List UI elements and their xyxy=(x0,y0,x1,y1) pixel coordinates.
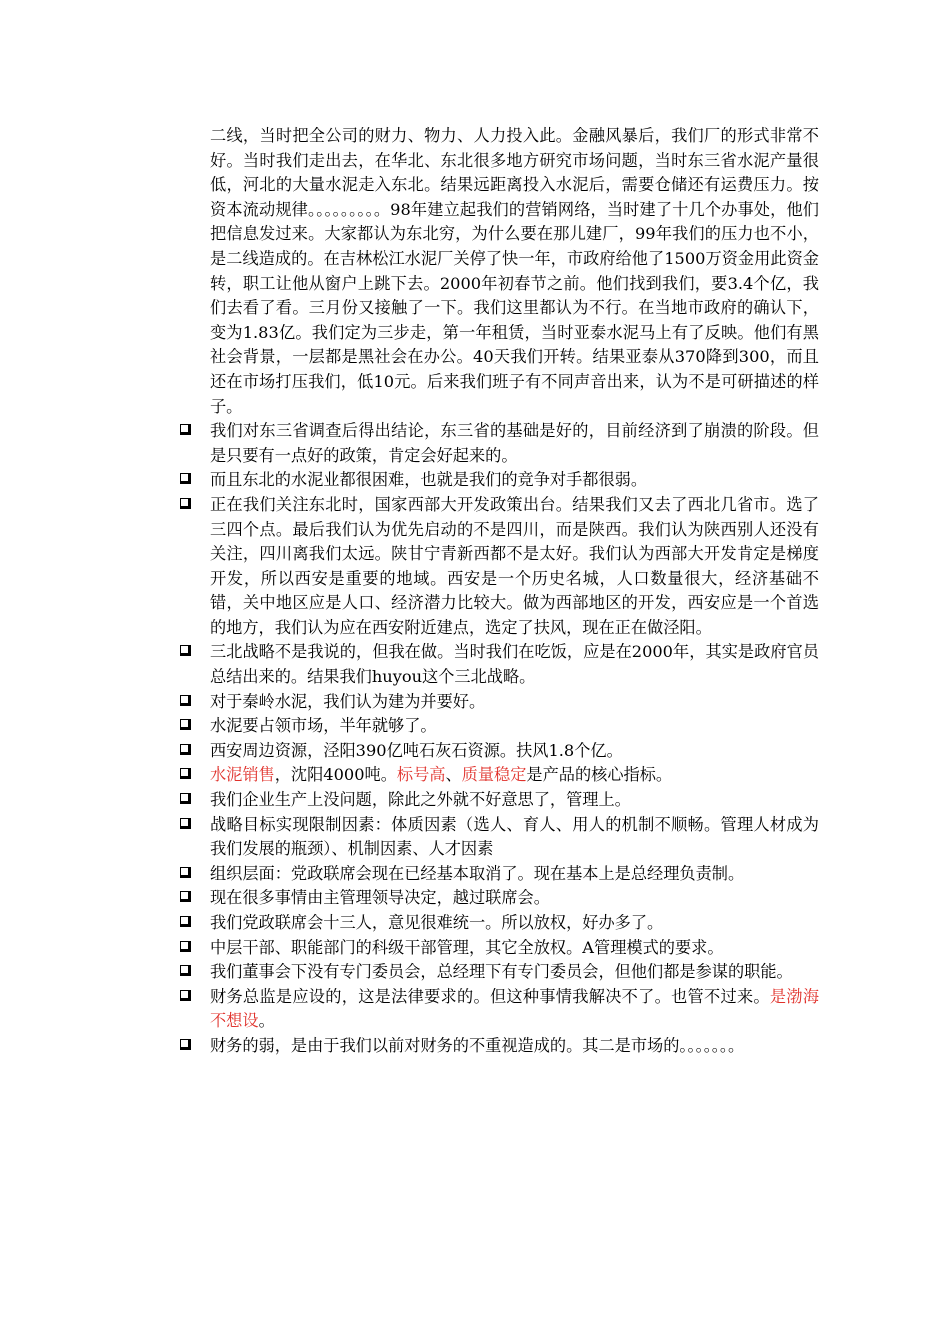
highlighted-text: 是渤海不想设 xyxy=(210,986,820,1031)
item-text: 财务的弱，是由于我们以前对财务的不重视造成的。其二是市场的。。。。。。。 xyxy=(210,1035,745,1055)
list-item xyxy=(177,813,819,862)
item-text-segment: 。 xyxy=(258,1011,275,1031)
item-text: 我们董事会下没有专门委员会，总经理下有专门委员会，但他们都是参谋的职能。 xyxy=(210,962,793,982)
checkbox-bullet-icon xyxy=(180,424,191,435)
item-text: 西安周边资源，泾阳390亿吨石灰石资源。扶风1.8个亿。 xyxy=(210,740,623,760)
checkbox-bullet-icon xyxy=(180,1039,191,1050)
item-text-segment: 财务总监是应设的，这是法律要求的。但这种事情我解决不了。也管不过来。 xyxy=(210,986,770,1006)
list-item xyxy=(177,714,819,739)
checkbox-bullet-icon xyxy=(180,867,191,878)
highlighted-text: 质量稳定 xyxy=(461,765,527,785)
item-text: 中层干部、职能部门的科级干部管理，其它全放权。A管理模式的要求。 xyxy=(210,937,724,957)
item-text-segment: ，沈阳4000吨。 xyxy=(274,765,397,785)
list-item xyxy=(177,788,819,813)
item-text: 现在很多事情由主管理领导决定，越过联席会。 xyxy=(210,888,550,908)
checkbox-bullet-icon xyxy=(180,498,191,509)
list-item xyxy=(177,739,819,764)
list-item xyxy=(177,419,819,468)
item-text: 我们党政联席会十三人，意见很难统一。所以放权，好办多了。 xyxy=(210,913,664,932)
highlighted-text: 水泥销售 xyxy=(210,765,275,785)
list-item xyxy=(177,468,819,493)
list-item xyxy=(177,936,819,961)
bullet-list xyxy=(177,419,819,1058)
document-body xyxy=(177,124,819,1059)
list-item xyxy=(177,985,819,1034)
checkbox-bullet-icon xyxy=(180,891,191,902)
list-item xyxy=(177,763,819,788)
item-text: 而且东北的水泥业都很困难，也就是我们的竞争对手都很弱。 xyxy=(210,470,648,490)
list-item xyxy=(177,960,819,985)
item-text: 战略目标实现限制因素：体质因素（选人、育人、用人的机制不顺畅。管理人材成为我们发展的瓶颈）、机制因素、人才因素 xyxy=(210,814,819,859)
intro-paragraph: 二线，当时把全公司的财力、物力、人力投入此。金融风暴后，我们厂的形式非常不好。当时我们走出去，在华北、东北很多地方研究市场问题，当时东三省水泥产量很低，河北的大量水泥走入东北。结果远距离投入水泥后，需要仓储还有运费压力。按资本流动规律。。。。。。。。。98年建立起我们的营销网络，当时建了十几个办事处，他们把信息发过来。大家都认为东北穷，为什么要在那儿建厂，99年我们的压力也不小，是二线造成的。在吉林松江水泥厂关停了快一年，市政府给他了1500万资金用此资金转，职工让他从窗户上跳下去。2000年初春节之前。他们找到我们，要3.4个亿，我们去看了看。三月份又接触了一下。我们这里都认为不行。在当地市政府的确认下，变为1.83亿。我们定为三步走，第一年租赁，当时亚泰水泥马上有了反映。他们有黑社会背景，一层都是黑社会在办公。40天我们开转。结果亚泰从370降到300，而且还在市场打压我们，低10元。后来我们班子有不同声音出来，认为不是可研描述的样子。 xyxy=(210,126,819,416)
checkbox-bullet-icon xyxy=(180,818,191,829)
checkbox-bullet-icon xyxy=(180,719,191,730)
item-text: 组织层面：党政联席会现在已经基本取消了。现在基本上是总经理负责制。 xyxy=(210,863,745,883)
list-item xyxy=(177,640,819,689)
list-item xyxy=(177,862,819,887)
checkbox-bullet-icon xyxy=(180,965,191,976)
item-text: 我们企业生产上没问题，除此之外就不好意思了，管理上。 xyxy=(210,790,631,810)
checkbox-bullet-icon xyxy=(180,695,191,706)
checkbox-bullet-icon xyxy=(180,473,191,484)
item-text-segment: 、 xyxy=(445,765,462,785)
list-item xyxy=(177,690,819,715)
item-text: 正在我们关注东北时，国家西部大开发政策出台。结果我们又去了西北几省市。选了三四个点。最后我们认为优先启动的不是四川，而是陕西。我们认为陕西别人还没有关注，四川离我们太远。陕甘宁青新西都不是太好。我们认为西部大开发肯定是梯度开发，所以西安是重要的地域。西安是一个历史名城，人口数量很大，经济基础不错，关中地区应是人口、经济潜力比较大。做为西部地区的开发，西安应是一个首选的地方，我们认为应在西安附近建点，选定了扶风，现在正在做泾阳。 xyxy=(210,494,819,637)
checkbox-bullet-icon xyxy=(180,916,191,927)
list-item xyxy=(177,886,819,911)
checkbox-bullet-icon xyxy=(180,744,191,755)
checkbox-bullet-icon xyxy=(180,990,191,1001)
checkbox-bullet-icon xyxy=(180,645,191,656)
list-item xyxy=(177,911,819,936)
item-text-segment: 是产品的核心指标。 xyxy=(526,765,673,785)
checkbox-bullet-icon xyxy=(180,768,191,779)
item-text: 水泥要占领市场，半年就够了。 xyxy=(210,716,437,736)
checkbox-bullet-icon xyxy=(180,793,191,804)
list-item xyxy=(177,1034,819,1059)
item-text: 我们对东三省调查后得出结论，东三省的基础是好的，目前经济到了崩溃的阶段。但是只要有一点好的政策，肯定会好起来的。 xyxy=(210,421,819,465)
item-text: 对于秦岭水泥，我们认为建为并要好。 xyxy=(210,691,486,711)
item-text: 三北战略不是我说的，但我在做。当时我们在吃饭，应是在2000年，其实是政府官员总结出来的。结果我们huyou这个三北战略。 xyxy=(210,642,819,687)
highlighted-text: 标号高 xyxy=(396,765,446,785)
list-item xyxy=(177,493,819,641)
checkbox-bullet-icon xyxy=(180,941,191,952)
